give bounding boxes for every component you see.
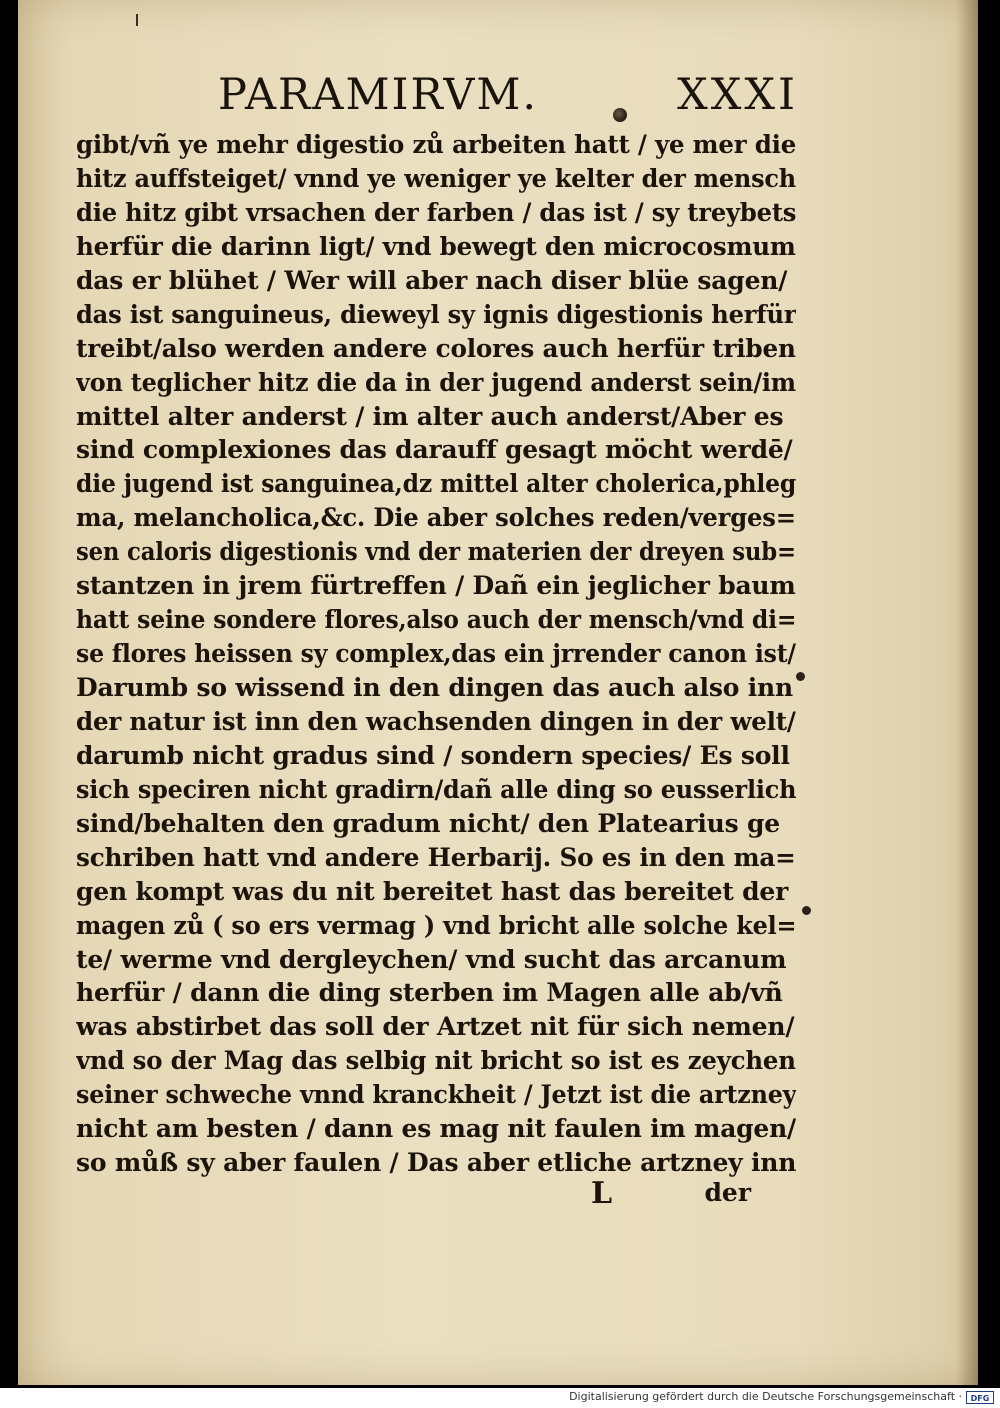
text-line: mittel alter anderst / im alter auch anderst/Aber es xyxy=(76,401,784,431)
text-line: sen caloris digestionis vnd der materien der dreyen sub= xyxy=(76,537,796,567)
signature-mark: L xyxy=(591,1176,613,1211)
text-line: darumb nicht gradus sind / sondern species/ Es soll xyxy=(76,740,790,770)
running-title: PARAMIRVM. xyxy=(218,70,539,120)
text-line: die jugend ist sanguinea,dz mittel alter cholerica,phleg xyxy=(76,469,796,499)
text-line: sich speciren nicht gradirn/dañ alle ding so eusserlich xyxy=(76,774,796,804)
text-line: das ist sanguineus, dieweyl sy ignis digestionis herfür xyxy=(76,299,796,329)
credit-text: Digitalisierung gefördert durch die Deutsche Forschungsgemeinschaft · xyxy=(569,1390,962,1403)
credit-bar xyxy=(0,1388,1000,1408)
dfg-logo-icon[interactable]: DFG xyxy=(966,1391,994,1404)
text-line: ma, melancholica,&c. Die aber solches reden/verges= xyxy=(76,503,796,533)
text-line: sind complexiones das darauff gesagt möcht werdē/ xyxy=(76,435,793,465)
text-line: herfür / dann die ding sterben im Magen alle ab/vñ xyxy=(76,978,783,1008)
text-line: te/ werme vnd dergleychen/ vnd sucht das arcanum xyxy=(76,944,787,974)
text-line: sind/behalten den gradum nicht/ den Platearius ge xyxy=(76,808,780,838)
book-page xyxy=(18,0,978,1385)
catchword: der xyxy=(704,1178,751,1207)
text-line: hitz auffsteiget/ vnnd ye weniger ye kelter der mensch xyxy=(76,163,796,193)
text-line: von teglicher hitz die da in der jugend anderst sein/im xyxy=(76,367,796,397)
page-mark xyxy=(136,14,138,26)
text-line: seiner schweche vnnd kranckheit / Jetzt ist die artzney xyxy=(76,1080,796,1110)
text-line: die hitz gibt vrsachen der farben / das ist / sy treybets xyxy=(76,197,796,227)
page-edge-shadow xyxy=(956,0,978,1385)
ink-spot-icon xyxy=(796,672,805,681)
text-line: magen zů ( so ers vermag ) vnd bricht alle solche kel= xyxy=(76,910,796,940)
text-line: das er blühet / Wer will aber nach diser blüe sagen/ xyxy=(76,265,788,295)
text-line: stantzen in jrem fürtreffen / Dañ ein jeglicher baum xyxy=(76,571,796,601)
text-line: schriben hatt vnd andere Herbarij. So es in den ma= xyxy=(76,842,796,872)
ink-spot-icon xyxy=(802,906,811,915)
text-line: gibt/vñ ye mehr digestio zů arbeiten hatt / ye mer die xyxy=(76,130,796,159)
folio-number: XXXI xyxy=(677,70,798,120)
body-text xyxy=(76,128,796,1180)
text-line: Darumb so wissend in den dingen das auch also inn xyxy=(76,673,793,702)
text-line: treibt/also werden andere colores auch herfür triben xyxy=(76,333,796,363)
text-line: gen kompt was du nit bereitet hast das bereitet der xyxy=(76,876,789,906)
ornament-dot-icon xyxy=(613,108,627,122)
text-line: so můß sy aber faulen / Das aber etliche artzney inn xyxy=(76,1148,796,1178)
text-line: nicht am besten / dann es mag nit faulen im magen/ xyxy=(76,1114,796,1144)
text-line: se flores heissen sy complex,das ein jrrender canon ist/ xyxy=(76,639,796,669)
page-header xyxy=(218,70,798,130)
text-line: hatt seine sondere flores,also auch der mensch/vnd di= xyxy=(76,605,796,635)
text-line: der natur ist inn den wachsenden dingen in der welt/ xyxy=(76,706,796,736)
page-footer-marks xyxy=(583,1176,763,1212)
text-line: was abstirbet das soll der Artzet nit für sich nemen/ xyxy=(76,1012,795,1042)
text-line: vnd so der Mag das selbig nit bricht so ist es zeychen xyxy=(76,1046,796,1076)
text-line: herfür die darinn ligt/ vnd bewegt den microcosmum xyxy=(76,231,796,261)
